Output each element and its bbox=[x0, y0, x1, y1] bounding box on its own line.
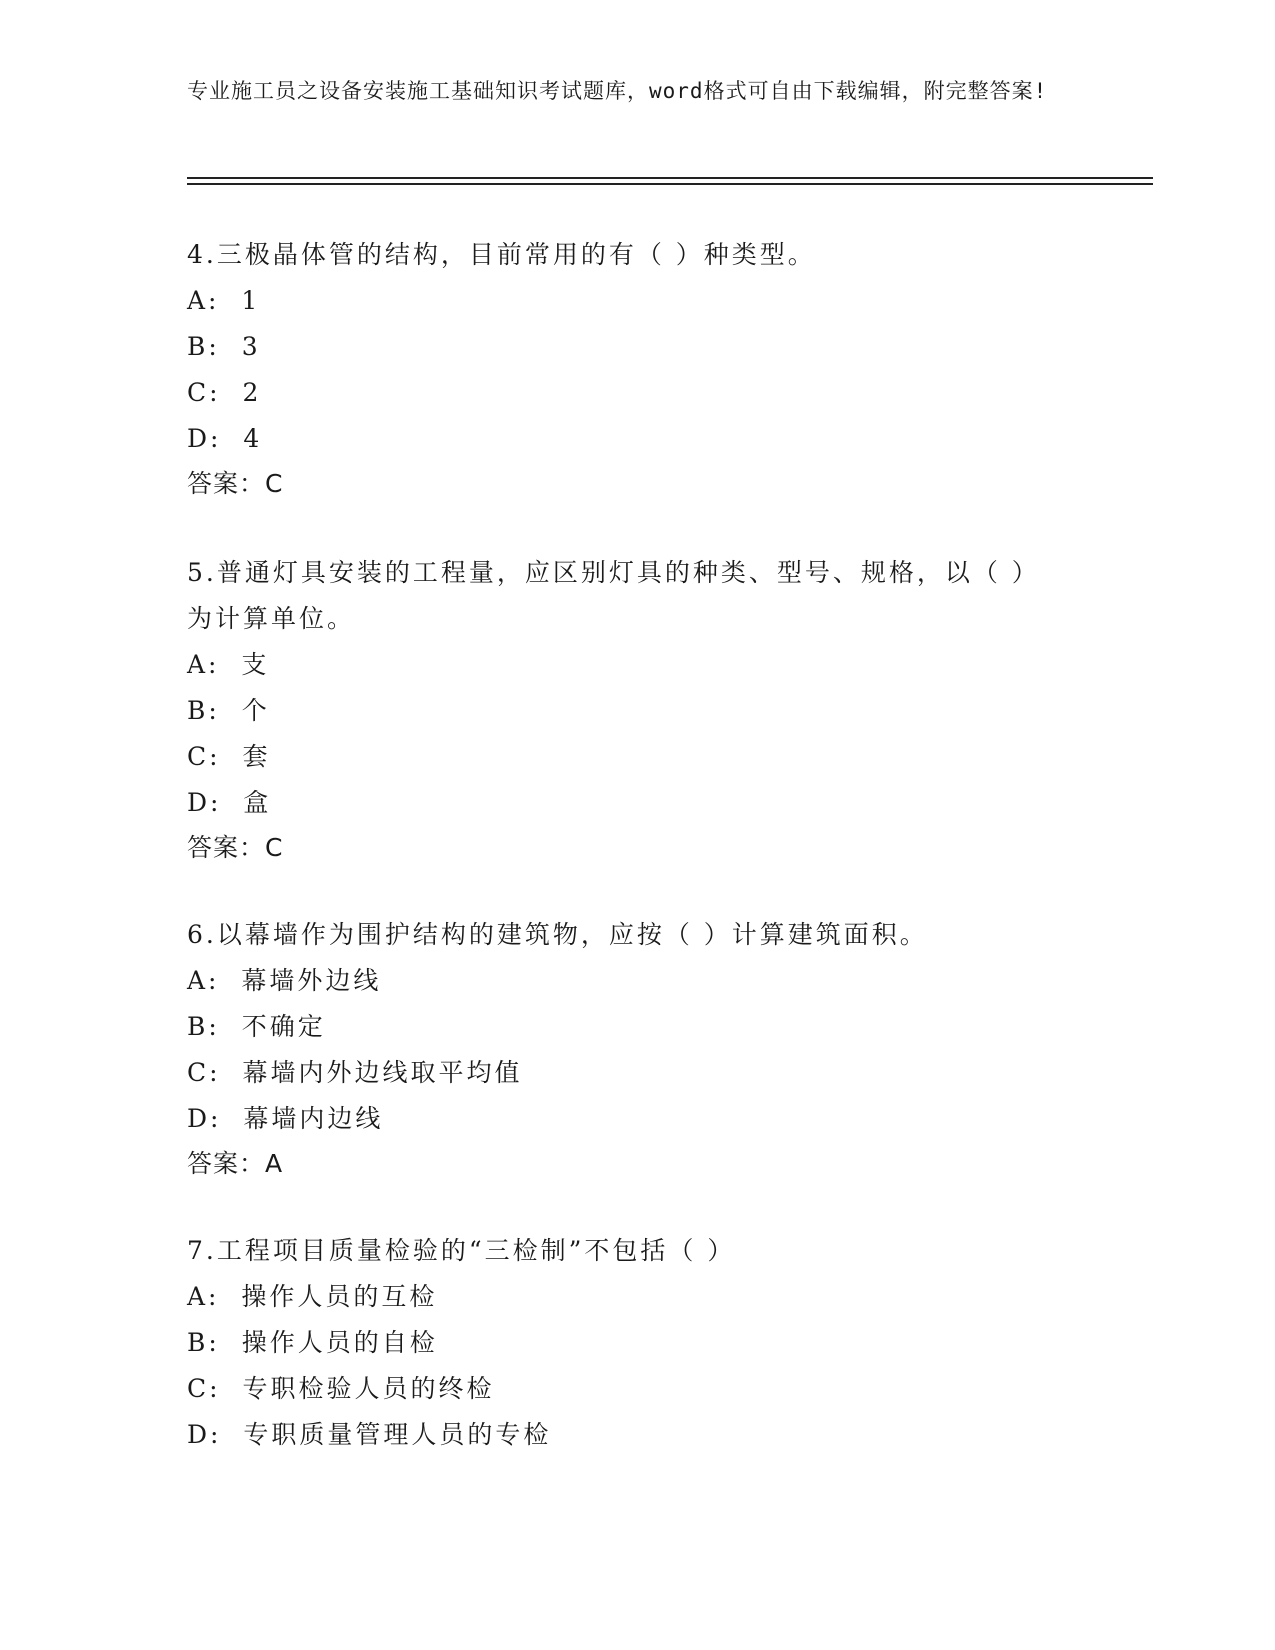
answer: 答案：C bbox=[187, 833, 284, 862]
option-d: D: 4 bbox=[187, 424, 263, 453]
option-d: D: 盒 bbox=[187, 788, 272, 817]
header-divider-top bbox=[187, 177, 1153, 179]
option-b: B: 不确定 bbox=[187, 1012, 326, 1041]
header-divider-bottom bbox=[187, 183, 1153, 185]
question-stem: 4.三极晶体管的结构，目前常用的有（ ）种类型。 bbox=[187, 240, 816, 269]
answer: 答案：A bbox=[187, 1149, 284, 1178]
option-d: D: 专职质量管理人员的专检 bbox=[187, 1420, 552, 1449]
option-a: A: 支 bbox=[187, 650, 270, 679]
question-4 bbox=[187, 232, 1087, 506]
option-a: A: 1 bbox=[187, 286, 261, 315]
option-b: B: 3 bbox=[187, 332, 261, 361]
question-stem: 5.普通灯具安装的工程量，应区别灯具的种类、型号、规格，以（ ）为计算单位。 bbox=[187, 558, 1040, 633]
option-c: C: 幕墙内外边线取平均值 bbox=[187, 1058, 523, 1087]
question-7 bbox=[187, 1228, 1087, 1458]
option-b: B: 操作人员的自检 bbox=[187, 1328, 438, 1357]
option-b: B: 个 bbox=[187, 696, 270, 725]
question-stem: 7.工程项目质量检验的“三检制”不包括（ ） bbox=[187, 1236, 736, 1265]
option-c: C: 套 bbox=[187, 742, 271, 771]
question-stem: 6.以幕墙作为围护结构的建筑物，应按（ ）计算建筑面积。 bbox=[187, 920, 928, 949]
option-c: C: 专职检验人员的终检 bbox=[187, 1374, 495, 1403]
question-5 bbox=[187, 550, 1087, 870]
option-a: A: 操作人员的互检 bbox=[187, 1282, 438, 1311]
option-d: D: 幕墙内边线 bbox=[187, 1104, 384, 1133]
option-c: C: 2 bbox=[187, 378, 262, 407]
answer: 答案：C bbox=[187, 469, 284, 498]
option-a: A: 幕墙外边线 bbox=[187, 966, 382, 995]
document-header: 专业施工员之设备安装施工基础知识考试题库，word格式可自由下载编辑，附完整答案! bbox=[187, 79, 1048, 103]
question-6 bbox=[187, 912, 1087, 1186]
